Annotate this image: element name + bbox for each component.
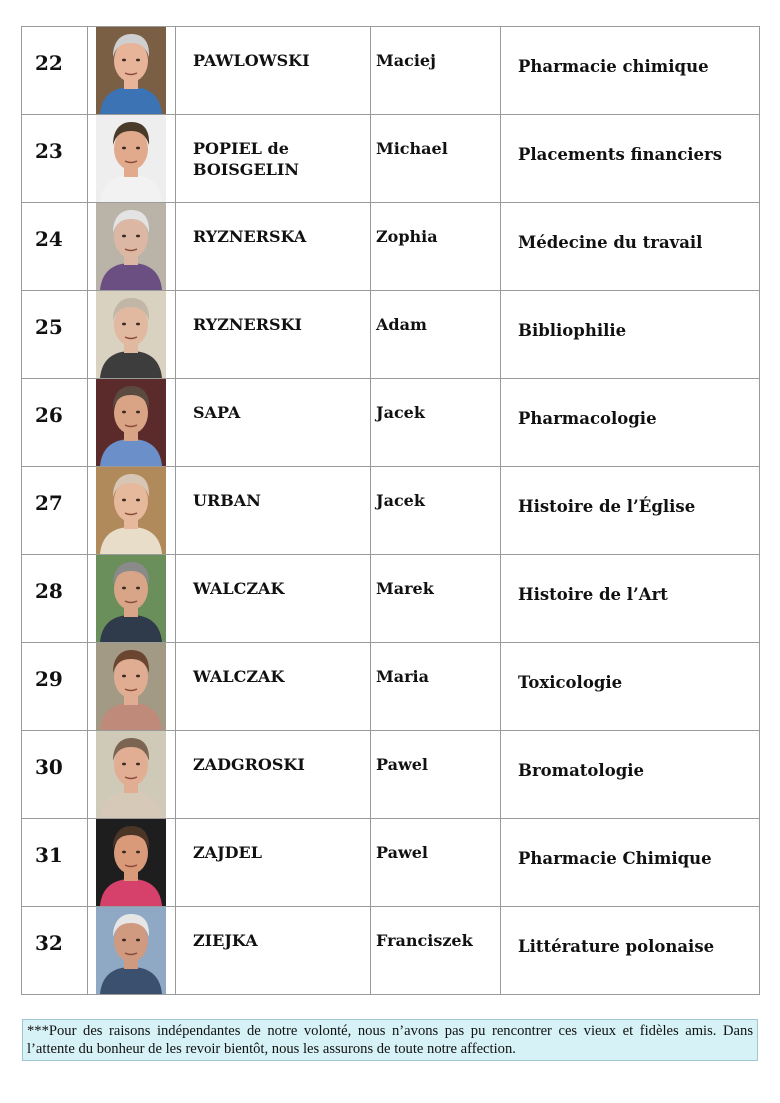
photo-cell xyxy=(88,643,176,731)
number-cell xyxy=(22,291,88,379)
field-cell xyxy=(501,291,760,379)
portrait-icon xyxy=(96,115,166,202)
photo-cell xyxy=(88,467,176,555)
portrait-icon xyxy=(96,379,166,466)
portrait-icon xyxy=(96,203,166,290)
member-first-name: Maciej xyxy=(376,51,436,70)
number-cell xyxy=(22,907,88,995)
member-last-name: RYZNERSKI xyxy=(193,315,302,334)
last-name-cell xyxy=(176,731,371,819)
first-name-cell xyxy=(371,379,501,467)
first-name-cell xyxy=(371,115,501,203)
member-number: 30 xyxy=(35,755,63,779)
field-cell xyxy=(501,379,760,467)
field-cell xyxy=(501,115,760,203)
portrait-icon xyxy=(96,819,166,906)
member-photo xyxy=(96,643,166,730)
number-cell xyxy=(22,555,88,643)
member-photo xyxy=(96,379,166,466)
field-cell xyxy=(501,203,760,291)
last-name-cell xyxy=(176,27,371,115)
table-row xyxy=(22,643,760,731)
photo-cell xyxy=(88,555,176,643)
member-field: Bibliophilie xyxy=(518,321,627,340)
portrait-icon xyxy=(96,27,166,114)
portrait-icon xyxy=(96,907,166,994)
member-first-name: Marek xyxy=(376,579,434,598)
member-last-name: URBAN xyxy=(193,491,261,510)
member-first-name: Zophia xyxy=(376,227,438,246)
field-cell xyxy=(501,907,760,995)
member-photo xyxy=(96,115,166,202)
table-row xyxy=(22,115,760,203)
member-last-name: RYZNERSKA xyxy=(193,227,307,246)
first-name-cell xyxy=(371,555,501,643)
table-row xyxy=(22,555,760,643)
member-photo xyxy=(96,731,166,818)
number-cell xyxy=(22,819,88,907)
first-name-cell xyxy=(371,731,501,819)
member-number: 31 xyxy=(35,843,63,867)
member-number: 28 xyxy=(35,579,63,603)
portrait-icon xyxy=(96,731,166,818)
first-name-cell xyxy=(371,27,501,115)
last-name-cell xyxy=(176,907,371,995)
member-number: 25 xyxy=(35,315,63,339)
member-number: 32 xyxy=(35,931,63,955)
member-last-name: ZIEJKA xyxy=(193,931,258,950)
table-row xyxy=(22,907,760,995)
first-name-cell xyxy=(371,203,501,291)
member-field: Bromatologie xyxy=(518,761,644,780)
table-row xyxy=(22,27,760,115)
member-field: Pharmacologie xyxy=(518,409,657,428)
member-field: Histoire de l’Église xyxy=(518,497,696,516)
member-first-name: Michael xyxy=(376,139,448,158)
field-cell xyxy=(501,731,760,819)
member-number: 23 xyxy=(35,139,63,163)
member-number: 29 xyxy=(35,667,63,691)
photo-cell xyxy=(88,907,176,995)
members-table-body xyxy=(22,27,760,995)
member-number: 24 xyxy=(35,227,63,251)
member-first-name: Maria xyxy=(376,667,429,686)
last-name-cell xyxy=(176,467,371,555)
number-cell xyxy=(22,731,88,819)
photo-cell xyxy=(88,379,176,467)
member-last-name: POPIEL de BOISGELIN xyxy=(193,139,300,179)
member-first-name: Franciszek xyxy=(376,931,473,950)
member-field: Pharmacie chimique xyxy=(518,57,709,76)
table-row xyxy=(22,291,760,379)
member-number: 27 xyxy=(35,491,63,515)
photo-cell xyxy=(88,115,176,203)
member-photo xyxy=(96,907,166,994)
member-field: Histoire de l’Art xyxy=(518,585,668,604)
member-field: Pharmacie Chimique xyxy=(518,849,712,868)
first-name-cell xyxy=(371,291,501,379)
member-photo xyxy=(96,467,166,554)
member-photo xyxy=(96,819,166,906)
photo-cell xyxy=(88,819,176,907)
footnote-box xyxy=(22,1019,758,1061)
number-cell xyxy=(22,643,88,731)
member-last-name: ZAJDEL xyxy=(193,843,262,862)
member-field: Médecine du travail xyxy=(518,233,703,252)
last-name-cell xyxy=(176,115,371,203)
last-name-cell xyxy=(176,291,371,379)
member-number: 26 xyxy=(35,403,63,427)
first-name-cell xyxy=(371,467,501,555)
member-photo xyxy=(96,555,166,642)
member-first-name: Jacek xyxy=(376,491,425,510)
table-row xyxy=(22,467,760,555)
members-table xyxy=(21,26,760,995)
number-cell xyxy=(22,467,88,555)
member-number: 22 xyxy=(35,51,63,75)
table-row xyxy=(22,203,760,291)
table-row xyxy=(22,819,760,907)
last-name-cell xyxy=(176,643,371,731)
field-cell xyxy=(501,819,760,907)
member-first-name: Jacek xyxy=(376,403,425,422)
last-name-cell xyxy=(176,555,371,643)
member-photo xyxy=(96,291,166,378)
last-name-cell xyxy=(176,203,371,291)
footnote-text: ***Pour des raisons indépendantes de notre volonté, nous n’avons pas pu rencontrer ces vieux et fidèles amis. Dans l’attente du bonheur de les revoir bientôt, nous les assurons de toute notre affection. xyxy=(27,1023,753,1057)
portrait-icon xyxy=(96,643,166,730)
table-row xyxy=(22,731,760,819)
table-row xyxy=(22,379,760,467)
member-photo xyxy=(96,203,166,290)
field-cell xyxy=(501,555,760,643)
last-name-cell xyxy=(176,819,371,907)
number-cell xyxy=(22,379,88,467)
portrait-icon xyxy=(96,291,166,378)
field-cell xyxy=(501,643,760,731)
member-last-name: WALCZAK xyxy=(193,579,285,598)
member-last-name: WALCZAK xyxy=(193,667,285,686)
field-cell xyxy=(501,27,760,115)
portrait-icon xyxy=(96,555,166,642)
last-name-cell xyxy=(176,379,371,467)
first-name-cell xyxy=(371,643,501,731)
member-first-name: Adam xyxy=(376,315,427,334)
member-field: Placements financiers xyxy=(518,145,722,164)
member-field: Littérature polonaise xyxy=(518,937,715,956)
first-name-cell xyxy=(371,907,501,995)
member-last-name: ZADGROSKI xyxy=(193,755,305,774)
field-cell xyxy=(501,467,760,555)
member-photo xyxy=(96,27,166,114)
member-last-name: PAWLOWSKI xyxy=(193,51,310,70)
photo-cell xyxy=(88,731,176,819)
number-cell xyxy=(22,27,88,115)
portrait-icon xyxy=(96,467,166,554)
photo-cell xyxy=(88,203,176,291)
first-name-cell xyxy=(371,819,501,907)
member-last-name: SAPA xyxy=(193,403,241,422)
photo-cell xyxy=(88,291,176,379)
member-first-name: Pawel xyxy=(376,843,428,862)
member-field: Toxicologie xyxy=(518,673,623,692)
number-cell xyxy=(22,115,88,203)
photo-cell xyxy=(88,27,176,115)
number-cell xyxy=(22,203,88,291)
member-first-name: Pawel xyxy=(376,755,428,774)
